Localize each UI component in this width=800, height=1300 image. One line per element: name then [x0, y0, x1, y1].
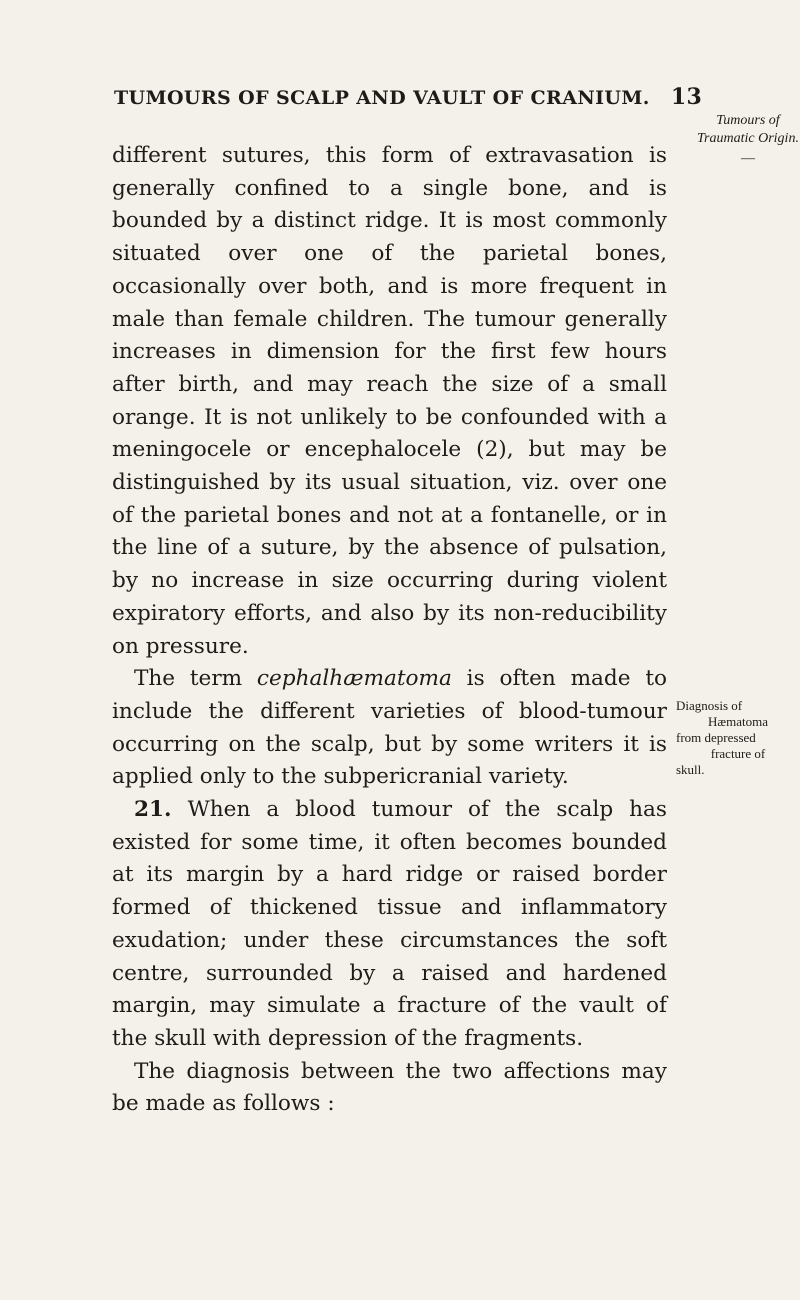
marginal-heading-line-1: Tumours of	[716, 113, 780, 128]
marginal-heading	[696, 112, 800, 168]
marginal-note-line-3: from depressed	[676, 730, 756, 745]
running-header	[114, 84, 703, 110]
page-number: 13	[670, 84, 703, 110]
marginal-note-line-4: fracture of	[710, 746, 766, 761]
marginal-heading-line-2: Traumatic Origin.	[697, 131, 799, 146]
italic-term: cephalhæmatoma	[256, 666, 452, 692]
body-text	[112, 140, 667, 1121]
paragraph-21	[112, 794, 667, 1056]
paragraph-text: is often made to include the different varieties of blood-tumour occurring on the scalp, but by some writers it is applied only to the subpericranial variety.	[112, 666, 667, 790]
paragraph-continued: different sutures, this form of extravasation is generally confined to a single bone, and is bounded by a distinct ridge. It is most commonly situated over one of the parietal bones, occasionally over both, and is more frequent in male than female children. The tumour generally increases in dimension for the first few hours after birth, and may reach the size of a small orange. It is not unlikely to be confounded with a meningocele or encephalocele (2), but may be distinguished by its usual situation, viz. over one of the parietal bones and not at a fontanelle, or in the line of a suture, by the absence of pulsation, by no increase in size occurring during violent expiratory efforts, and also by its non-reducibility on pressure.	[112, 143, 667, 659]
paragraph-number: 21.	[134, 797, 172, 823]
marginal-note-line-5: skull.	[676, 762, 705, 777]
paragraph-diagnosis: The diagnosis between the two affections may be made as follows :	[112, 1058, 667, 1117]
marginal-heading-dash: —	[741, 151, 755, 166]
marginal-note	[676, 698, 800, 778]
paragraph-text: When a blood tumour of the scalp has existed for some time, it often becomes bounded at its margin by a hard ridge or raised border formed of thickened tissue and inflammatory exudation; under these circumstances the soft centre, surrounded by a raised and hardened margin, may simulate a fracture of the vault of the skull with depression of the fragments.	[112, 797, 667, 1051]
running-title: TUMOURS OF SCALP AND VAULT OF CRANIUM.	[114, 87, 650, 109]
paragraph-cephalhaematoma	[112, 663, 667, 794]
marginal-note-line-1: Diagnosis of	[676, 698, 743, 713]
paragraph-text: The term	[134, 666, 257, 692]
marginal-note-line-2: Hæmatoma	[708, 714, 768, 729]
